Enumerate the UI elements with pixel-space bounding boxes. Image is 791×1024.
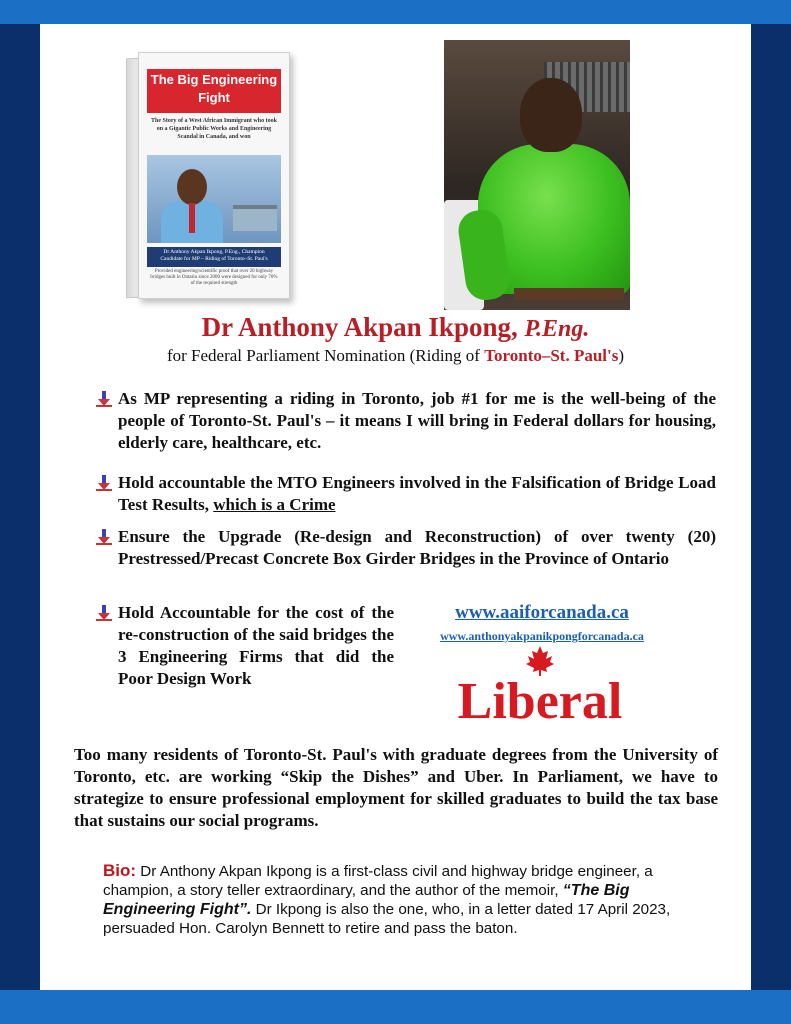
candidate-name: [40, 312, 751, 343]
bullet-text: As MP representing a riding in Toronto, job #1 for me is the well-being of the people of Toronto-St. Paul's – it means I will bring in Federal dollars for housing, elderly care, healthcare, etc.: [118, 389, 716, 452]
book-person-head: [177, 169, 207, 205]
photo-belt: [514, 288, 624, 300]
candidate-credential: P.Eng.: [524, 316, 590, 342]
bottom-border-band: [0, 990, 791, 1024]
flyer-page: [40, 24, 751, 990]
riding-name: Toronto–St. Paul's: [484, 346, 619, 365]
candidate-photo: [444, 40, 630, 310]
nomination-line: [40, 346, 751, 366]
bio-text-part2: Dr Ikpong is also the one, who, in a letter dated 17 April 2023, persuaded Hon. Carolyn Bennett to retire and pass the baton.: [103, 901, 671, 937]
down-arrow-bullet-icon: [96, 605, 112, 621]
bullet-item: [96, 472, 716, 516]
bullet-text-main: Hold accountable the MTO Engineers involved in the Falsification of Bridge Load Test Results,: [118, 473, 716, 514]
book-author: Dr Anthony Akpan Ikpong, P.Eng., Champion: [163, 249, 265, 255]
maple-leaf-icon: [526, 646, 554, 676]
bio-colon: :: [130, 861, 137, 880]
down-arrow-bullet-icon: [96, 475, 112, 491]
bio-label: Bio: [103, 861, 131, 880]
down-arrow-bullet-icon: [96, 391, 112, 407]
book-author-line: [149, 249, 279, 263]
bullet-text-underlined: which is a Crime: [213, 495, 336, 514]
bullet-text: Ensure the Upgrade (Re-design and Reconstruction) of over twenty (20) Prestressed/Precast Concrete Box Girder Bridges in the Province of Ontario: [118, 527, 716, 568]
top-border-band: [0, 0, 791, 24]
down-arrow-bullet-icon: [96, 529, 112, 545]
nomination-prefix: for Federal Parliament Nomination (Riding of: [166, 346, 480, 365]
liberal-logo-text: Liberal: [457, 673, 623, 724]
bullet-item: [96, 526, 716, 570]
bullet-text: Hold Accountable for the cost of the re-construction of the said bridges the 3 Engineering Firms that did the Poor Design Work: [118, 603, 394, 688]
website-link-primary[interactable]: www.aaiforcanada.ca: [455, 602, 629, 623]
bio-text-part1: Dr Anthony Akpan Ikpong is a first-class civil and highway bridge engineer, a champion, a story teller extraordinary, and the author of the memoir,: [103, 863, 653, 899]
body-paragraph: Too many residents of Toronto-St. Paul's with graduate degrees from the University of Toronto, etc. are working “Skip the Dishes” and Uber. In Parliament, we have to strategize to ensure professional employment for skilled graduates to build the tax base that sustains our social programs.: [74, 745, 718, 830]
bio-book-title: “The Big Engineering Fight”.: [103, 882, 630, 918]
bullet-text: [118, 472, 716, 516]
book-bridge-graphic: [233, 205, 277, 231]
right-border: [751, 24, 791, 990]
candidate-name-text: Dr Anthony Akpan Ikpong,: [201, 312, 518, 342]
liberal-logo: [440, 644, 640, 724]
bullet-item: [96, 388, 716, 454]
photo-head: [520, 78, 582, 152]
bio-section: [103, 861, 711, 938]
book-cover-photo: [147, 155, 281, 243]
bullet-item: [96, 602, 394, 690]
website-link-secondary[interactable]: www.anthonyakpanikpongforcanada.ca: [440, 629, 644, 643]
book-title: The Big Engineering Fight: [147, 69, 281, 113]
book-person-tie: [189, 203, 195, 233]
book-subtitle: The Story of a West African Immigrant who took on a Gigantic Public Works and Engineering Scandal in Canada, and won: [151, 118, 277, 140]
book-cover-image: [126, 52, 291, 297]
book-footer-text: Provided engineering/scientific proof that over 20 highway bridges built in Ontario since 2000 were designed for only 70% of the required strength: [150, 269, 278, 286]
book-candidate: Candidate for MP – Riding of Toronto–St. Paul's: [160, 256, 268, 262]
nomination-suffix: ): [618, 346, 625, 365]
book-front-cover: [138, 52, 290, 299]
left-border: [0, 24, 40, 990]
